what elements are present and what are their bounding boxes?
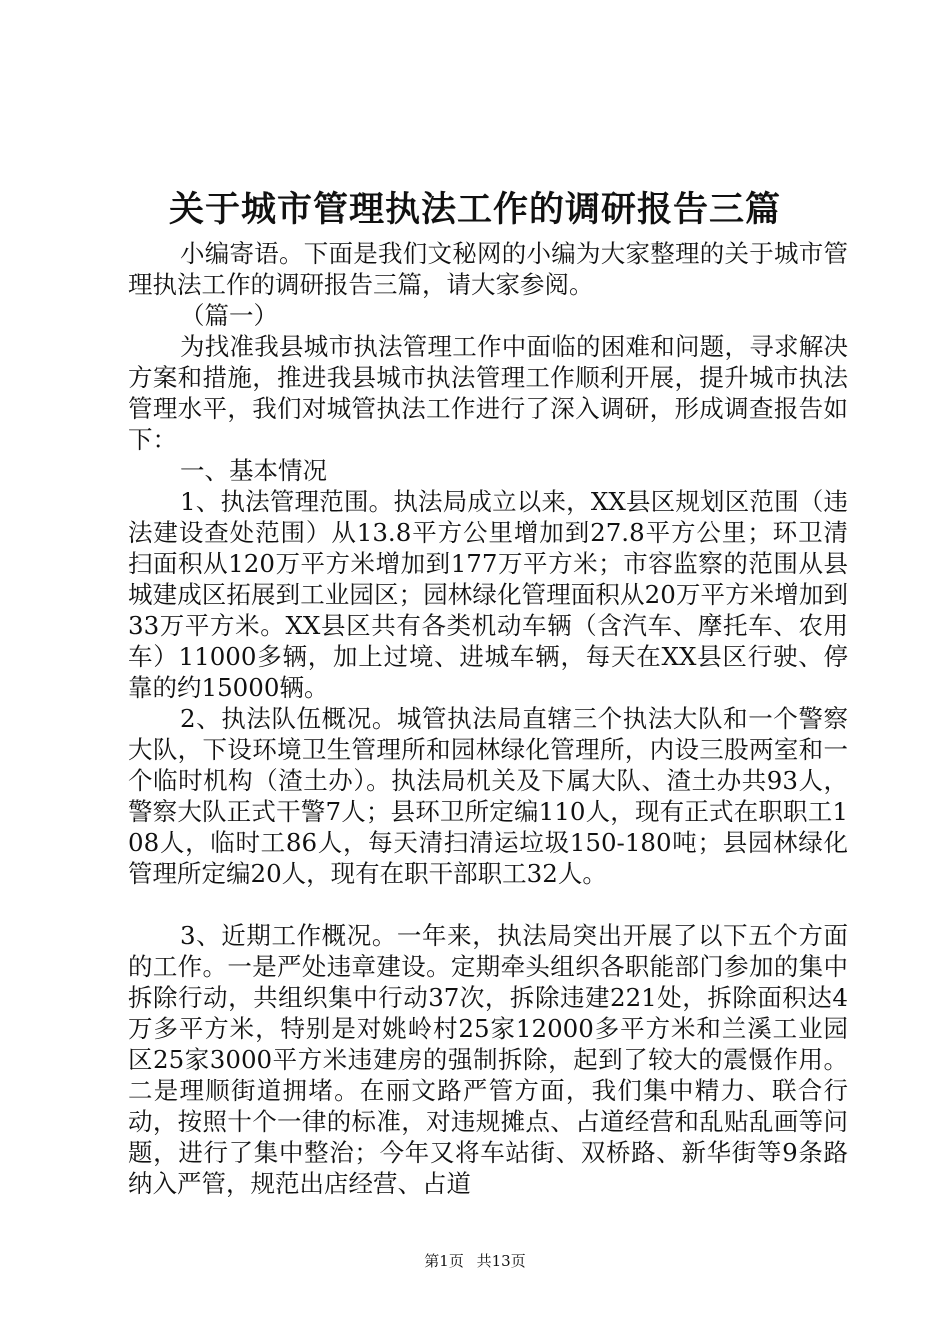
paragraph-intro: 小编寄语。下面是我们文秘网的小编为大家整理的关于城市管理执法工作的调研报告三篇，请大家参阅。: [128, 239, 848, 299]
paragraph-purpose: 为找准我县城市执法管理工作中面临的困难和问题，寻求解决方案和措施，推进我县城市执法管理工作顺利开展，提升城市执法管理水平，我们对城管执法工作进行了深入调研，形成调查报告如下：: [128, 332, 848, 454]
paragraph-enforcement-scope: 1、执法管理范围。执法局成立以来，XX县区规划区范围（违法建设查处范围）从13.8平方公里增加到27.8平方公里；环卫清扫面积从120万平方米增加到177万平方米；市容监察的范围从县城建成区拓展到工业园区；园林绿化管理面积从20万平方米增加到33万平方米。XX县区共有各类机动车辆（含汽车、摩托车、农用车）11000多辆，加上过境、进城车辆，每天在XX县区行驶、停靠的约15000辆。: [128, 487, 848, 702]
page-footer: [0, 1251, 950, 1271]
document-title: 关于城市管理执法工作的调研报告三篇: [168, 189, 781, 230]
paragraph-part-label: （篇一）: [180, 301, 278, 330]
section-heading-basic-situation: 一、基本情况: [180, 456, 327, 485]
page-total: 共13页: [476, 1252, 526, 1270]
paragraph-team-overview: 2、执法队伍概况。城管执法局直辖三个执法大队和一个警察大队，下设环境卫生管理所和园林绿化管理所，内设三股两室和一个临时机构（渣土办）。执法局机关及下属大队、渣土办共93人，警察大队正式干警7人；县环卫所定编110人，现有正式在职职工108人，临时工86人，每天清扫清运垃圾150-180吨；县园林绿化管理所定编20人，现有在职干部职工32人。: [128, 704, 848, 888]
paragraph-recent-work: 3、近期工作概况。一年来，执法局突出开展了以下五个方面的工作。一是严处违章建设。定期牵头组织各职能部门参加的集中拆除行动，共组织集中行动37次，拆除违建221处，拆除面积达4万多平方米，特别是对姚岭村25家12000多平方米和兰溪工业园区25家3000平方米违建房的强制拆除，起到了较大的震慑作用。二是理顺街道拥堵。在丽文路严管方面，我们集中精力、联合行动，按照十个一律的标准，对违规摊点、占道经营和乱贴乱画等问题，进行了集中整治；今年又将车站街、双桥路、新华街等9条路纳入严管，规范出店经营、占道: [128, 921, 848, 1198]
page-number: 第1页: [424, 1252, 464, 1270]
document-body: [128, 238, 848, 1199]
